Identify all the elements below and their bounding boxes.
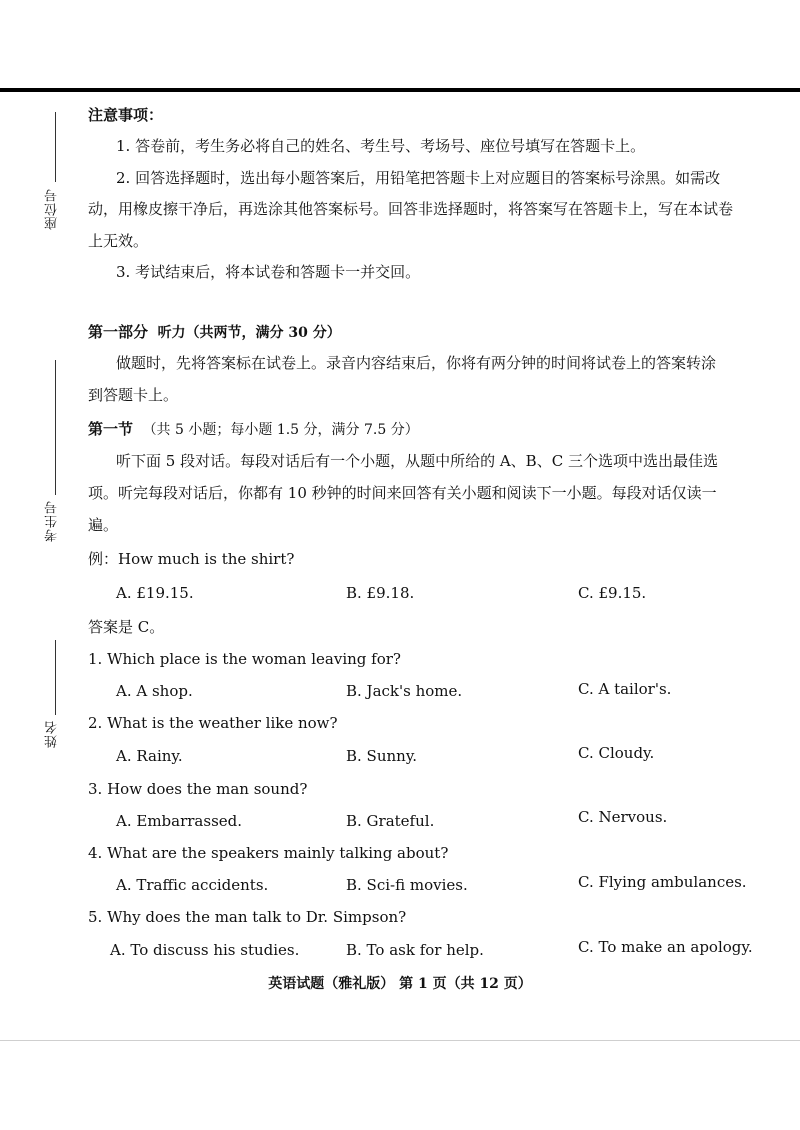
part1-instruction: 做题时，先将答案标在试卷上。录音内容结束后，你将有两分钟的时间将试卷上的答案转涂 — [116, 354, 717, 372]
question-5: 5. Why does the man talk to Dr. Simpson? — [88, 908, 407, 926]
notice-item: 2. 回答选择题时，选出每小题答案后，用铅笔把答题卡上对应题目的答案标号涂黑。如需改 — [116, 169, 721, 187]
name-label: 姓名 — [45, 720, 60, 748]
question-5-option-c: C. To make an apology. — [578, 938, 753, 956]
question-4: 4. What are the speakers mainly talking about? — [88, 844, 449, 862]
question-3-option-a: A. Embarrassed. — [116, 812, 243, 830]
section1-instruction: 听下面 5 段对话。每段对话后有一个小题，从题中所给的 A、B、C 三个选项中选出最佳选 — [116, 452, 718, 470]
question-5-option-a: A. To discuss his studies. — [110, 941, 300, 959]
question-1-option-b: B. Jack's home. — [346, 682, 463, 700]
exam-number-line — [55, 360, 56, 495]
notice-item: 3. 考试结束后，将本试卷和答题卡一并交回。 — [116, 263, 421, 281]
question-2-option-c: C. Cloudy. — [578, 744, 655, 762]
section1-title-main: 第一节 — [88, 420, 134, 438]
question-2: 2. What is the weather like now? — [88, 714, 338, 732]
top-rule — [0, 88, 800, 92]
exam-number-label: 考生号 — [45, 500, 60, 542]
part1-title — [88, 322, 341, 343]
section1-instruction: 遍。 — [88, 516, 119, 534]
example-option-a: A. £19.15. — [116, 584, 194, 602]
seat-number-field[interactable] — [42, 112, 70, 237]
notice-item: 1. 答卷前，考生务必将自己的姓名、考生号、考场号、座位号填写在答题卡上。 — [116, 137, 646, 155]
example-option-c: C. £9.15. — [578, 584, 647, 602]
notice-item: 上无效。 — [88, 232, 149, 250]
question-5-option-b: B. To ask for help. — [346, 941, 484, 959]
notice-item: 动，用橡皮擦干净后，再选涂其他答案标号。回答非选择题时，将答案写在答题卡上，写在本试卷 — [88, 200, 734, 218]
part1-title-sub: 听力（共两节，满分 30 分） — [157, 325, 341, 341]
exam-number-field[interactable] — [42, 360, 70, 550]
question-4-option-b: B. Sci-fi movies. — [346, 876, 468, 894]
part1-instruction: 到答题卡上。 — [88, 386, 179, 404]
question-4-option-a: A. Traffic accidents. — [116, 876, 269, 894]
question-3-option-b: B. Grateful. — [346, 812, 435, 830]
page-footer: 英语试题（雅礼版） 第 1 页（共 12 页） — [268, 976, 532, 992]
part1-title-main: 第一部分 — [88, 323, 149, 341]
section1-title-sub: （共 5 小题；每小题 1.5 分，满分 7.5 分） — [142, 422, 419, 438]
question-3-option-c: C. Nervous. — [578, 808, 668, 826]
question-1: 1. Which place is the woman leaving for? — [88, 650, 401, 668]
question-3: 3. How does the man sound? — [88, 780, 308, 798]
question-2-option-b: B. Sunny. — [346, 747, 418, 765]
name-field[interactable] — [42, 640, 70, 750]
section1-title — [88, 419, 419, 440]
bottom-rule — [0, 1040, 800, 1041]
seat-number-line — [55, 112, 56, 182]
question-1-option-c: C. A tailor's. — [578, 680, 672, 698]
example-question: 例：How much is the shirt? — [88, 550, 295, 568]
seat-number-label: 座位号 — [45, 188, 60, 230]
notice-heading: 注意事项： — [88, 106, 164, 124]
example-answer: 答案是 C。 — [88, 618, 165, 636]
example-option-b: B. £9.18. — [346, 584, 415, 602]
name-line — [55, 640, 56, 715]
question-2-option-a: A. Rainy. — [116, 747, 183, 765]
question-4-option-c: C. Flying ambulances. — [578, 873, 747, 891]
question-1-option-a: A. A shop. — [116, 682, 193, 700]
section1-instruction: 项。听完每段对话后，你都有 10 秒钟的时间来回答有关小题和阅读下一小题。每段对话仅读一 — [88, 484, 717, 502]
